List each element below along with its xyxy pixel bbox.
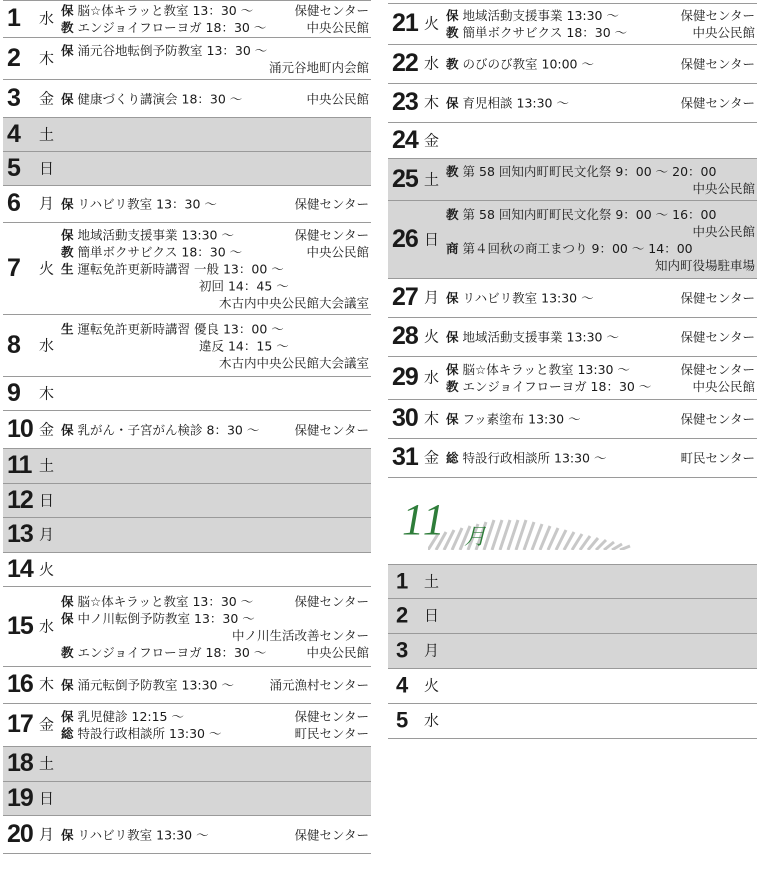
event-line [446, 180, 755, 197]
weekday-label: 火 [424, 14, 440, 33]
november-day-list [388, 564, 757, 739]
event-location: 涌元谷地町内会館 [268, 59, 369, 75]
weekday-label: 火 [39, 259, 55, 277]
event-text: 乳がん・子宮がん検診 8：30 〜 [77, 422, 260, 437]
event-category-badge: 教 [61, 244, 74, 259]
day-number: 23 [392, 88, 418, 116]
weekday-label: 月 [424, 288, 440, 307]
event-category-badge: 教 [446, 56, 459, 72]
event-location: 中央公民館 [692, 379, 755, 394]
event-category-badge: 保 [61, 677, 74, 693]
weekday-label: 金 [424, 131, 440, 149]
event-location: 保健センター [680, 362, 755, 377]
event-line [446, 329, 755, 346]
event-category-badge: 教 [446, 163, 459, 179]
day-number: 8 [7, 330, 20, 359]
weekday-label: 水 [424, 54, 440, 73]
event-text: 健康づくり講演会 18：30 〜 [77, 91, 243, 106]
day-number: 31 [392, 443, 418, 471]
event-text: リハビリ教室 13:30 〜 [77, 827, 209, 842]
day-number: 18 [7, 749, 33, 777]
calendar-day-row [388, 201, 757, 279]
event-line [61, 677, 369, 694]
november-stripe-decoration [428, 510, 638, 550]
event-location: 町民センター [294, 726, 369, 741]
november-month-number: 11 [402, 495, 447, 544]
event-line [61, 354, 369, 371]
weekday-label: 土 [424, 572, 440, 590]
event-line [61, 90, 369, 107]
weekday-label: 月 [39, 525, 55, 544]
day-number: 4 [7, 119, 20, 148]
event-category-badge: 保 [446, 329, 459, 345]
day-number: 26 [392, 224, 418, 253]
event-line [61, 708, 369, 725]
calendar-day-row [3, 518, 371, 553]
event-list [446, 7, 755, 41]
event-text: 第 58 回知内町町民文化祭 9：00 〜 20：00 [462, 163, 717, 179]
event-location: 中央公民館 [692, 223, 755, 239]
event-category-badge: 生 [61, 261, 74, 276]
event-text: 地域活動支援事業 13:30 〜 [77, 227, 234, 242]
day-number: 12 [7, 485, 33, 514]
day-number: 22 [392, 49, 418, 77]
event-list [446, 56, 755, 73]
day-number: 20 [7, 819, 33, 848]
day-number: 1 [396, 568, 408, 594]
event-category-badge: 保 [61, 709, 74, 724]
weekday-label: 木 [39, 384, 55, 402]
weekday-label: 水 [39, 617, 55, 635]
event-location: 町民センター [680, 450, 755, 466]
calendar-day-row [3, 816, 371, 854]
event-location: 木古内中央公民館大会議室 [218, 355, 369, 370]
calendar-day-row [3, 553, 371, 587]
weekday-label: 日 [39, 159, 55, 177]
event-text: 育児相談 13:30 〜 [462, 95, 569, 111]
event-category-badge: 保 [61, 42, 74, 58]
event-list [61, 42, 369, 76]
event-line [61, 196, 369, 213]
event-list [61, 593, 369, 661]
day-number: 21 [392, 9, 418, 37]
calendar-day-row [388, 669, 757, 704]
event-list [61, 708, 369, 742]
event-location: 保健センター [294, 227, 369, 242]
event-line [446, 240, 755, 257]
calendar-day-row [388, 45, 757, 84]
day-number: 19 [7, 783, 33, 812]
weekday-label: 水 [39, 336, 55, 354]
event-location: 保健センター [680, 8, 755, 23]
event-line [446, 95, 755, 112]
event-category-badge: 教 [446, 25, 459, 40]
day-number: 7 [7, 253, 20, 282]
event-text: 運転免許更新時講習 優良 13：00 〜 [77, 321, 284, 336]
day-number: 5 [396, 707, 408, 733]
event-category-badge: 保 [61, 610, 74, 626]
day-number: 3 [396, 637, 408, 663]
calendar-day-row [3, 704, 371, 747]
event-line [61, 59, 369, 76]
event-text: のびのび教室 10:00 〜 [462, 56, 594, 72]
weekday-label: 水 [39, 9, 55, 28]
calendar-day-row [388, 599, 757, 634]
event-list [446, 163, 755, 197]
event-line [61, 277, 369, 294]
weekday-label: 金 [424, 448, 440, 467]
calendar-day-row [3, 186, 371, 223]
event-text: 簡単ボクサビクス 18：30 〜 [462, 25, 628, 40]
event-line [446, 223, 755, 240]
event-list [61, 90, 369, 107]
event-list [61, 226, 369, 311]
event-line [446, 378, 755, 395]
november-month-label: 月 [464, 525, 487, 550]
weekday-label: 木 [39, 675, 55, 694]
event-text: エンジョイフローヨガ 18：30 〜 [77, 644, 267, 660]
day-number: 1 [7, 4, 20, 32]
event-category-badge: 総 [446, 450, 459, 466]
event-category-badge: 教 [446, 379, 459, 394]
calendar-day-row [3, 377, 371, 411]
event-line [61, 42, 369, 59]
event-list [61, 320, 369, 371]
weekday-label: 木 [39, 49, 55, 67]
event-list [61, 826, 369, 843]
weekday-label: 日 [39, 789, 55, 807]
event-line [61, 2, 369, 19]
event-category-badge: 保 [61, 422, 74, 437]
event-line [446, 361, 755, 378]
weekday-label: 土 [39, 456, 55, 475]
event-location: 中央公民館 [692, 180, 755, 196]
october-right-column [388, 3, 757, 739]
calendar-day-row [3, 315, 371, 377]
event-line [446, 290, 755, 307]
day-number: 6 [7, 189, 20, 217]
event-text: フッ素塗布 13:30 〜 [462, 411, 581, 427]
calendar-day-row [3, 747, 371, 782]
event-line [446, 7, 755, 24]
calendar-day-row [3, 587, 371, 667]
weekday-label: 金 [39, 89, 55, 107]
calendar-day-row [3, 152, 371, 186]
event-category-badge: 保 [61, 227, 74, 242]
day-number: 15 [7, 611, 33, 640]
event-text: 脳☆体キラッと教室 13:30 〜 [462, 362, 630, 377]
day-number: 14 [7, 554, 33, 583]
event-list [446, 329, 755, 346]
event-line [61, 243, 369, 260]
event-category-badge: 保 [446, 95, 459, 111]
event-line [61, 593, 369, 610]
weekday-label: 金 [39, 420, 55, 438]
event-line [61, 826, 369, 843]
event-category-badge: 保 [446, 411, 459, 427]
calendar-day-row [3, 80, 371, 118]
weekday-label: 日 [424, 230, 440, 248]
event-line [61, 294, 369, 311]
weekday-label: 水 [424, 711, 440, 730]
event-line [61, 725, 369, 742]
day-number: 30 [392, 404, 418, 432]
day-number: 28 [392, 322, 418, 350]
event-line [61, 627, 369, 644]
weekday-label: 火 [39, 560, 55, 578]
calendar-day-row [388, 3, 757, 45]
day-number: 10 [7, 414, 33, 443]
event-text: リハビリ教室 13:30 〜 [462, 290, 594, 306]
event-text: エンジョイフローヨガ 18：30 〜 [462, 379, 652, 394]
event-location: 中央公民館 [306, 244, 369, 259]
day-number: 16 [7, 670, 33, 698]
event-line [446, 56, 755, 73]
event-category-badge: 教 [446, 206, 459, 222]
event-category-badge: 保 [61, 593, 74, 609]
event-category-badge: 総 [61, 726, 74, 741]
day-number: 29 [392, 363, 418, 391]
event-location: 中央公民館 [306, 20, 369, 35]
event-text: 簡単ボクサビクス 18：30 〜 [77, 244, 243, 259]
weekday-label: 日 [424, 606, 440, 625]
calendar-day-row [388, 704, 757, 739]
event-line [446, 450, 755, 467]
calendar-day-row [388, 634, 757, 669]
weekday-label: 日 [39, 491, 55, 509]
day-number: 2 [396, 602, 408, 628]
event-text: 脳☆体キラッと教室 13：30 〜 [77, 593, 254, 609]
event-text: 中ノ川転倒予防教室 13：30 〜 [77, 610, 255, 626]
weekday-label: 木 [424, 409, 440, 428]
weekday-label: 土 [39, 125, 55, 143]
event-text: 脳☆体キラッと教室 13：30 〜 [77, 3, 254, 18]
event-location: 保健センター [294, 422, 369, 437]
event-line [446, 257, 755, 274]
event-list [446, 411, 755, 428]
weekday-label: 火 [424, 676, 440, 695]
event-line [61, 19, 369, 36]
event-location: 中ノ川生活改善センター [231, 627, 369, 643]
calendar-day-row [3, 484, 371, 518]
weekday-label: 土 [424, 170, 440, 188]
event-line [61, 421, 369, 438]
event-line [61, 610, 369, 627]
event-list [446, 450, 755, 467]
event-location: 保健センター [294, 827, 369, 842]
day-number: 27 [392, 283, 418, 311]
event-category-badge: 教 [61, 20, 74, 35]
event-list [61, 2, 369, 36]
event-location: 保健センター [680, 411, 755, 427]
event-category-badge: 保 [61, 196, 74, 212]
day-number: 3 [7, 83, 20, 112]
event-text: 運転免許更新時講習 一般 13：00 〜 [77, 261, 284, 276]
day-number: 25 [392, 164, 418, 193]
event-category-badge: 保 [61, 91, 74, 106]
event-category-badge: 商 [446, 240, 459, 256]
calendar-day-row [388, 279, 757, 318]
event-location: 保健センター [680, 329, 755, 345]
event-line [446, 411, 755, 428]
event-line [61, 644, 369, 661]
event-list [446, 290, 755, 307]
event-text: 涌元谷地転倒予防教室 13：30 〜 [77, 42, 268, 58]
event-list [446, 95, 755, 112]
event-line [446, 163, 755, 180]
calendar-day-row [3, 782, 371, 816]
event-category-badge: 保 [446, 362, 459, 377]
day-number: 4 [396, 672, 408, 698]
event-text: 特設行政相談所 13:30 〜 [462, 450, 607, 466]
event-location: 保健センター [680, 95, 755, 111]
event-list [61, 421, 369, 438]
event-list [61, 196, 369, 213]
day-number: 9 [7, 378, 20, 407]
calendar-day-row [3, 38, 371, 80]
calendar-day-row [3, 0, 371, 38]
event-location: 保健センター [294, 709, 369, 724]
event-location: 涌元漁村センター [269, 677, 369, 693]
calendar-day-row [388, 123, 757, 159]
event-location: 知内町役場駐車場 [654, 257, 755, 273]
weekday-label: 土 [39, 754, 55, 773]
event-location: 保健センター [680, 290, 755, 306]
weekday-label: 月 [39, 194, 55, 213]
event-text: 違反 14：15 〜 [199, 338, 289, 353]
weekday-label: 火 [424, 327, 440, 346]
day-number: 11 [7, 451, 32, 479]
event-text: リハビリ教室 13：30 〜 [77, 196, 217, 212]
day-number: 5 [7, 153, 20, 182]
event-location: 中央公民館 [692, 25, 755, 40]
weekday-label: 月 [39, 825, 55, 843]
event-line [61, 337, 369, 354]
event-line [61, 320, 369, 337]
calendar-day-row [388, 564, 757, 599]
weekday-label: 木 [424, 93, 440, 112]
event-category-badge: 教 [61, 644, 74, 660]
calendar-day-row [3, 667, 371, 704]
event-text: 地域活動支援事業 13:30 〜 [462, 8, 619, 23]
event-location: 中央公民館 [306, 91, 369, 106]
calendar-day-row [3, 411, 371, 449]
event-text: 第 58 回知内町町民文化祭 9：00 〜 16：00 [462, 206, 717, 222]
calendar-day-row [388, 357, 757, 400]
calendar-day-row [388, 318, 757, 357]
event-location: 保健センター [680, 56, 755, 72]
event-text: 初回 14：45 〜 [199, 278, 289, 293]
event-list [446, 361, 755, 395]
weekday-label: 水 [424, 368, 440, 387]
calendar-day-row [3, 449, 371, 484]
calendar-day-row [388, 439, 757, 478]
event-text: 特設行政相談所 13:30 〜 [77, 726, 222, 741]
october-left-column [3, 0, 371, 854]
event-line [61, 226, 369, 243]
event-location: 中央公民館 [306, 644, 369, 660]
event-text: 地域活動支援事業 13:30 〜 [462, 329, 619, 345]
event-category-badge: 保 [446, 8, 459, 23]
event-line [61, 260, 369, 277]
event-category-badge: 保 [61, 827, 74, 842]
event-text: エンジョイフローヨガ 18：30 〜 [77, 20, 267, 35]
day-number: 24 [392, 125, 418, 154]
event-list [446, 206, 755, 274]
event-line [446, 206, 755, 223]
event-category-badge: 保 [446, 290, 459, 306]
event-location: 木古内中央公民館大会議室 [218, 295, 369, 310]
event-location: 保健センター [294, 3, 369, 18]
event-text: 涌元転倒予防教室 13:30 〜 [77, 677, 234, 693]
event-category-badge: 生 [61, 321, 74, 336]
event-location: 保健センター [294, 593, 369, 609]
november-header [388, 496, 757, 564]
weekday-label: 金 [39, 715, 55, 734]
calendar-day-row [3, 223, 371, 315]
day-number: 2 [7, 43, 20, 72]
calendar-day-row [388, 159, 757, 201]
calendar-day-row [3, 118, 371, 152]
day-number: 13 [7, 520, 33, 548]
event-line [446, 24, 755, 41]
event-text: 第４回秋の商工まつり 9：00 〜 14：00 [462, 240, 693, 256]
event-list [61, 677, 369, 694]
event-text: 乳児健診 12:15 〜 [77, 709, 184, 724]
day-number: 17 [7, 710, 33, 738]
weekday-label: 月 [424, 641, 440, 660]
event-category-badge: 保 [61, 3, 74, 18]
calendar-day-row [388, 84, 757, 123]
event-location: 保健センター [294, 196, 369, 212]
calendar-day-row [388, 400, 757, 439]
